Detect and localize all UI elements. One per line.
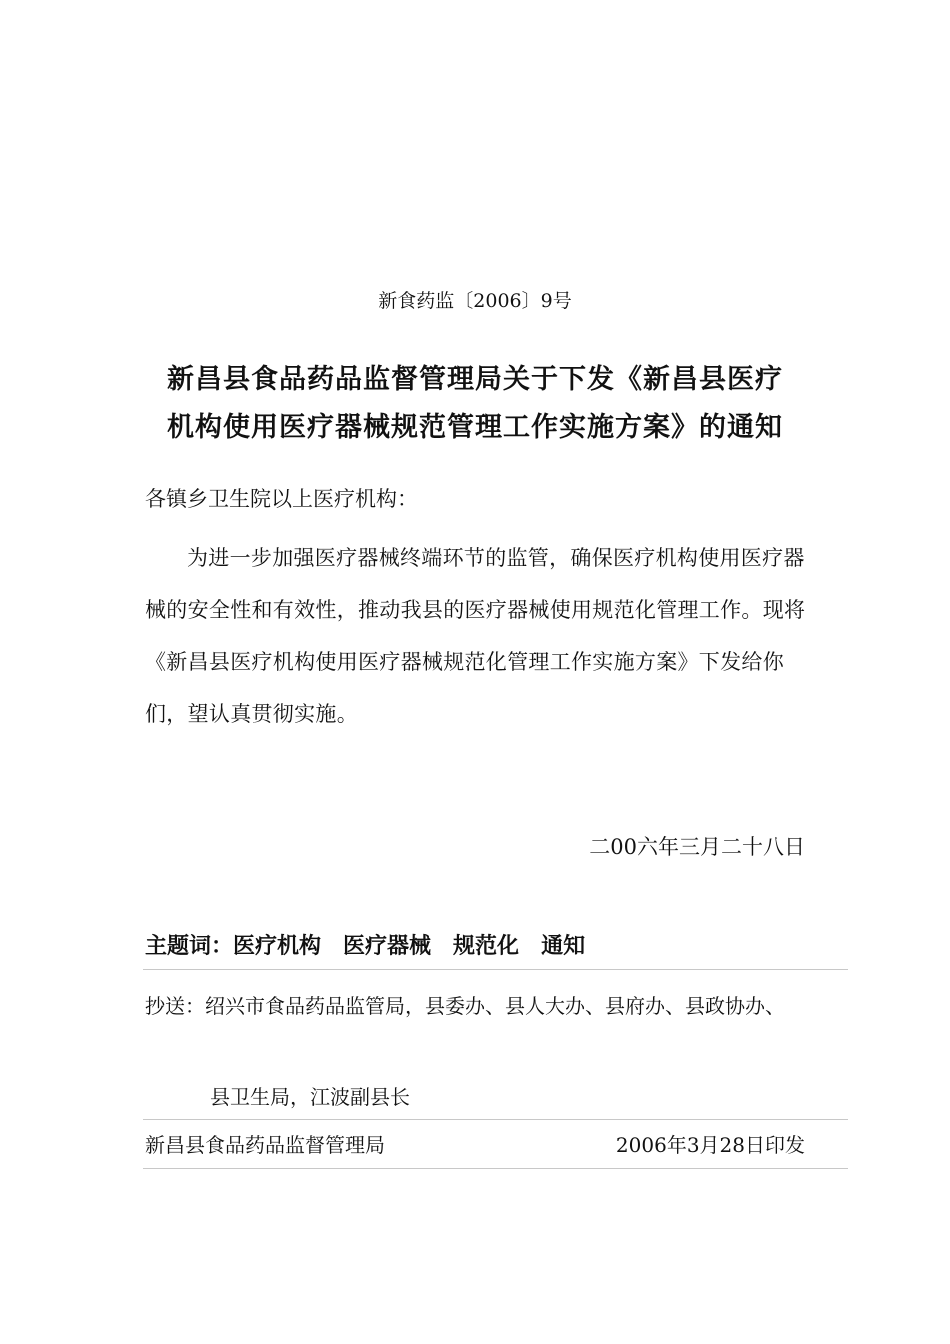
- footer-issuer: 新昌县食品药品监督管理局: [145, 1133, 385, 1157]
- document-number: 新食药监〔2006〕9号: [378, 290, 572, 312]
- divider-bottom: [143, 1168, 848, 1169]
- title-line-2: 机构使用医疗器械规范管理工作实施方案》的通知: [167, 412, 783, 443]
- salutation: 各镇乡卫生院以上医疗机构：: [145, 487, 418, 511]
- keywords-line: [145, 930, 607, 964]
- keywords-label: 主题词：: [145, 934, 234, 959]
- footer-issue-date: 2006年3月28日印发: [615, 1133, 805, 1157]
- keyword-item: 通知: [541, 934, 586, 959]
- document-title: [145, 356, 805, 452]
- signing-date: 二00六年三月二十八日: [589, 835, 805, 859]
- divider-top: [143, 969, 848, 970]
- copy-to-line: 抄送：绍兴市食品药品监管局，县委办、县人大办、县府办、县政协办、: [145, 994, 785, 1018]
- keyword-item: 医疗机构: [233, 934, 322, 959]
- keyword-item: 规范化: [453, 934, 520, 959]
- body-paragraph: 为进一步加强医疗器械终端环节的监管，确保医疗机构使用医疗器械的安全性和有效性，推动我县的医疗器械使用规范化管理工作。现将《新昌县医疗机构使用医疗器械规范化管理工作实施方案》下发给你们，望认真贯彻实施。: [145, 546, 806, 726]
- title-line-1: 新昌县食品药品监督管理局关于下发《新昌县医疗: [167, 364, 783, 395]
- copy-to-continuation: 县卫生局，江波副县长: [210, 1085, 410, 1109]
- keyword-item: 医疗器械: [343, 934, 432, 959]
- divider-middle: [143, 1119, 848, 1120]
